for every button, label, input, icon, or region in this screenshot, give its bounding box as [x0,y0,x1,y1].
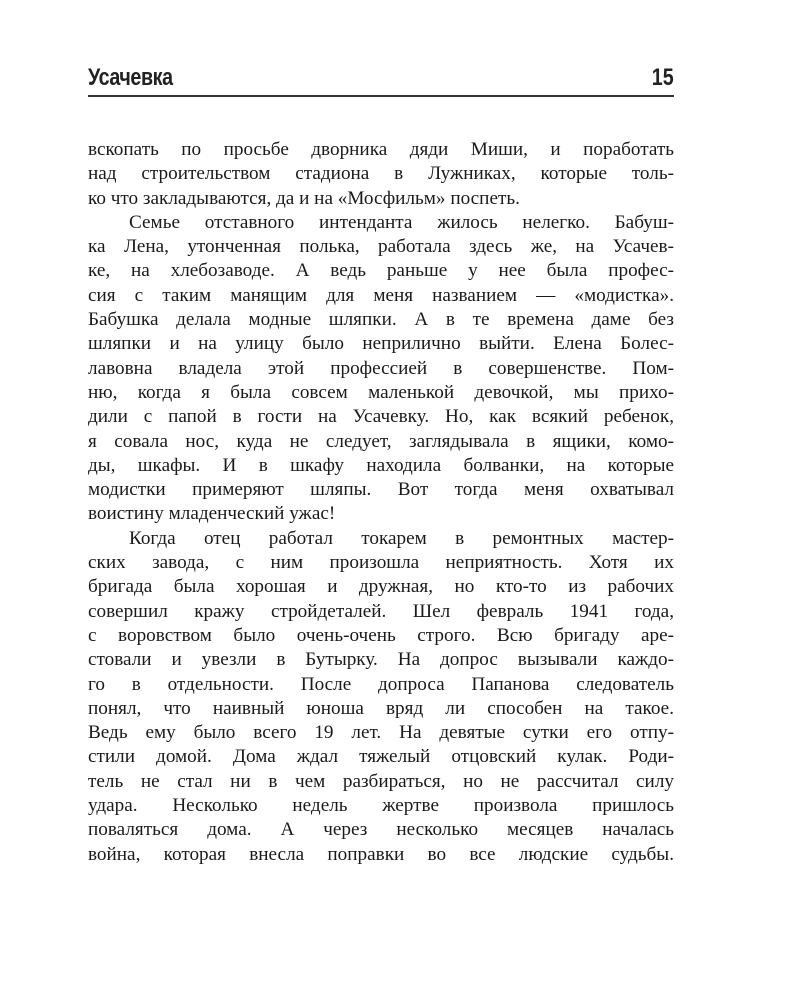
text-line: ке, на хлебозаводе. А ведь раньше у нее была профес- [88,260,674,282]
text-line: вскопать по просьбе дворника дяди Миши, и поработать [88,139,674,160]
text-line: стовали и увезли в Бутырку. На допрос вызывали каждо- [88,649,674,671]
text-line: тель не стал ни в чем разбираться, но не рассчитал силу [88,770,674,792]
body-text [88,138,674,867]
text-line: ских завода, с ним произошла неприятность. Хотя их [88,552,674,574]
text-line: понял, что наивный юноша вряд ли способен на такое. [88,697,674,719]
text-line: над строительством стадиона в Лужниках, которые толь- [88,163,674,185]
text-line: лавовна владела этой профессией в совершенстве. Пом- [88,357,674,379]
text-line: воистину младенческий ужас! [88,503,336,525]
text-line: Бабушка делала модные шляпки. А в те времена даме без [88,309,674,331]
running-title: Усачевка [88,64,173,91]
page-number: 15 [652,64,674,91]
text-line: ню, когда я была совсем маленькой девочкой, мы прихо- [88,381,674,403]
text-line: дили с папой в гости на Усачевку. Но, как всякий ребенок, [88,406,674,428]
text-line: я совала нос, куда не следует, заглядывала в ящики, комо- [88,430,674,452]
text-line: шляпки и на улицу было неприлично выйти. Елена Болес- [88,333,674,355]
text-line: стили домой. Дома ждал тяжелый отцовский кулак. Роди- [88,746,674,768]
text-line: совершил кражу стройдеталей. Шел февраль 1941 года, [88,600,674,622]
text-line: с воровством было очень-очень строго. Всю бригаду аре- [88,624,674,646]
text-line: сия с таким манящим для меня названием — «модистка». [88,284,674,306]
text-line: поваляться дома. А через несколько месяцев началась [88,819,674,841]
text-line: ка Лена, утонченная полька, работала здесь же, на Усачев- [88,236,674,258]
text-line: Семье отставного интенданта жилось нелегко. Бабуш- [129,211,674,233]
header-rule [88,95,674,97]
text-line: война, которая внесла поправки во все людские судьбы. [88,843,674,865]
text-line: бригада была хорошая и дружная, но кто-то из рабочих [88,576,674,598]
text-line: го в отдельности. После допроса Папанова следователь [88,673,674,695]
text-line: модистки примеряют шляпы. Вот тогда меня охватывал [88,479,674,501]
text-line: ко что закладываются, да и на «Мосфильм» поспеть. [88,187,520,209]
running-header [88,62,674,96]
text-line: ды, шкафы. И в шкафу находила болванки, на которые [88,454,674,476]
text-line: удара. Несколько недель жертве произвола пришлось [88,795,674,817]
text-line: Когда отец работал токарем в ремонтных мастер- [129,527,674,549]
text-line: Ведь ему было всего 19 лет. На девятые сутки его отпу- [88,722,674,744]
